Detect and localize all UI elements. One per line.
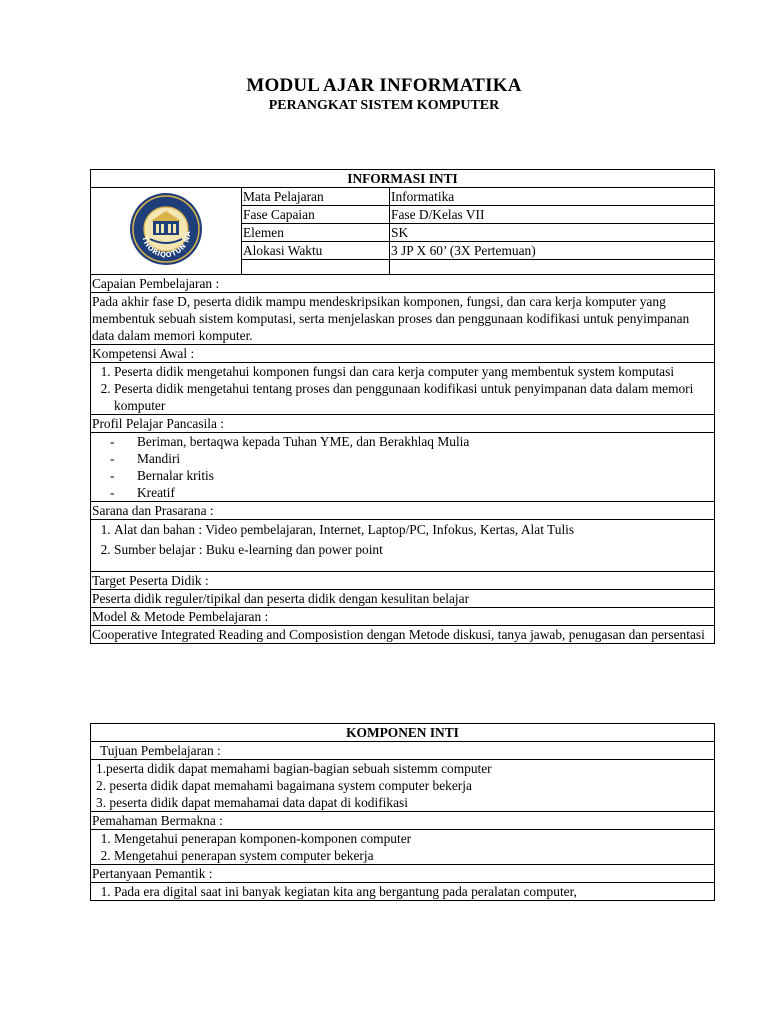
info-value-elemen: SK bbox=[390, 224, 715, 242]
model-label: Model & Metode Pembelajaran : bbox=[91, 608, 715, 626]
list-item: 1. Alat dan bahan : Video pembelajaran, Internet, Laptop/PC, Infokus, Kertas, Alat Tulis bbox=[114, 521, 713, 538]
profil-label: Profil Pelajar Pancasila : bbox=[91, 415, 715, 433]
info-label-fase-capaian: Fase Capaian bbox=[242, 206, 390, 224]
profil-list-cell bbox=[91, 433, 715, 502]
pertanyaan-list-cell bbox=[91, 883, 715, 901]
list-item: - Mandiri bbox=[110, 450, 713, 467]
info-value-alokasi-waktu: 3 JP X 60’ (3X Pertemuan) bbox=[390, 242, 715, 260]
kompetensi-list-cell bbox=[91, 363, 715, 415]
info-label-alokasi-waktu: Alokasi Waktu bbox=[242, 242, 390, 260]
pemahaman-list-cell bbox=[91, 830, 715, 865]
pertanyaan-list bbox=[92, 883, 713, 900]
list-item: 2. peserta didik dapat memahami bagaimana system computer bekerja bbox=[96, 778, 472, 793]
informasi-inti-heading: INFORMASI INTI bbox=[91, 170, 715, 188]
list-item: 2. Sumber belajar : Buku e-learning dan power point bbox=[114, 541, 713, 558]
list-item: - Beriman, bertaqwa kepada Tuhan YME, dan Berakhlaq Mulia bbox=[110, 433, 713, 450]
list-item: 2. Mengetahui penerapan system computer bekerja bbox=[114, 847, 713, 864]
sarana-list bbox=[92, 521, 713, 558]
pemahaman-label: Pemahaman Bermakna : bbox=[91, 812, 715, 830]
kompetensi-label: Kompetensi Awal : bbox=[91, 345, 715, 363]
info-value-mata-pelajaran: Informatika bbox=[390, 188, 715, 206]
model-text: Cooperative Integrated Reading and Composistion dengan Metode diskusi, tanya jawab, penugasan dan persentasi bbox=[91, 626, 715, 644]
pertanyaan-label: Pertanyaan Pemantik : bbox=[91, 865, 715, 883]
sarana-label: Sarana dan Prasarana : bbox=[91, 502, 715, 520]
document-subtitle: PERANGKAT SISTEM KOMPUTER bbox=[268, 98, 500, 113]
list-item: 3. peserta didik dapat memahamai data dapat di kodifikasi bbox=[96, 795, 408, 810]
list-item: 1. Mengetahui penerapan komponen-komponen computer bbox=[114, 830, 713, 847]
sarana-list-cell bbox=[91, 520, 715, 572]
info-empty-cell bbox=[242, 260, 390, 275]
school-logo-text: THORIQOTUN NA bbox=[140, 230, 193, 260]
kompetensi-list bbox=[92, 363, 713, 414]
capaian-label: Capaian Pembelajaran : bbox=[91, 275, 715, 293]
school-logo-icon bbox=[128, 191, 204, 267]
info-value-fase-capaian: Fase D/Kelas VII bbox=[390, 206, 715, 224]
list-item: 1.peserta didik dapat memahami bagian-bagian sebuah sistemm computer bbox=[96, 761, 492, 776]
document-title: MODUL AJAR INFORMATIKA bbox=[246, 75, 522, 96]
info-label-mata-pelajaran: Mata Pelajaran bbox=[242, 188, 390, 206]
school-logo-cell bbox=[91, 188, 242, 275]
capaian-text: Pada akhir fase D, peserta didik mampu mendeskripsikan komponen, fungsi, dan cara kerja komputer yang membentuk sebuah sistem komputasi, serta menjelaskan proses dan penggunaan kodifikasi untuk penyimpanan data dalam memori komputer. bbox=[91, 293, 715, 345]
info-empty-cell bbox=[390, 260, 715, 275]
target-label: Target Peserta Didik : bbox=[91, 572, 715, 590]
tujuan-label: Tujuan Pembelajaran : bbox=[91, 742, 715, 760]
list-item: - Bernalar kritis bbox=[110, 467, 713, 484]
list-item: 1. Peserta didik mengetahui komponen fungsi dan cara kerja computer yang membentuk system komputasi bbox=[114, 363, 713, 380]
pemahaman-list bbox=[92, 830, 713, 864]
list-item: - Kreatif bbox=[110, 484, 713, 501]
tujuan-list-cell bbox=[91, 760, 715, 812]
target-text: Peserta didik reguler/tipikal dan peserta didik dengan kesulitan belajar bbox=[91, 590, 715, 608]
informasi-inti-table bbox=[90, 169, 715, 644]
profil-list bbox=[92, 433, 713, 501]
komponen-inti-heading: KOMPONEN INTI bbox=[91, 724, 715, 742]
komponen-inti-table bbox=[90, 723, 715, 901]
list-item: 1. Pada era digital saat ini banyak kegiatan kita ang bergantung pada peralatan computer, bbox=[114, 883, 713, 900]
list-item: 2. Peserta didik mengetahui tentang proses dan penggunaan kodifikasi untuk penyimpanan data dalam memori komputer bbox=[114, 380, 713, 414]
info-label-elemen: Elemen bbox=[242, 224, 390, 242]
